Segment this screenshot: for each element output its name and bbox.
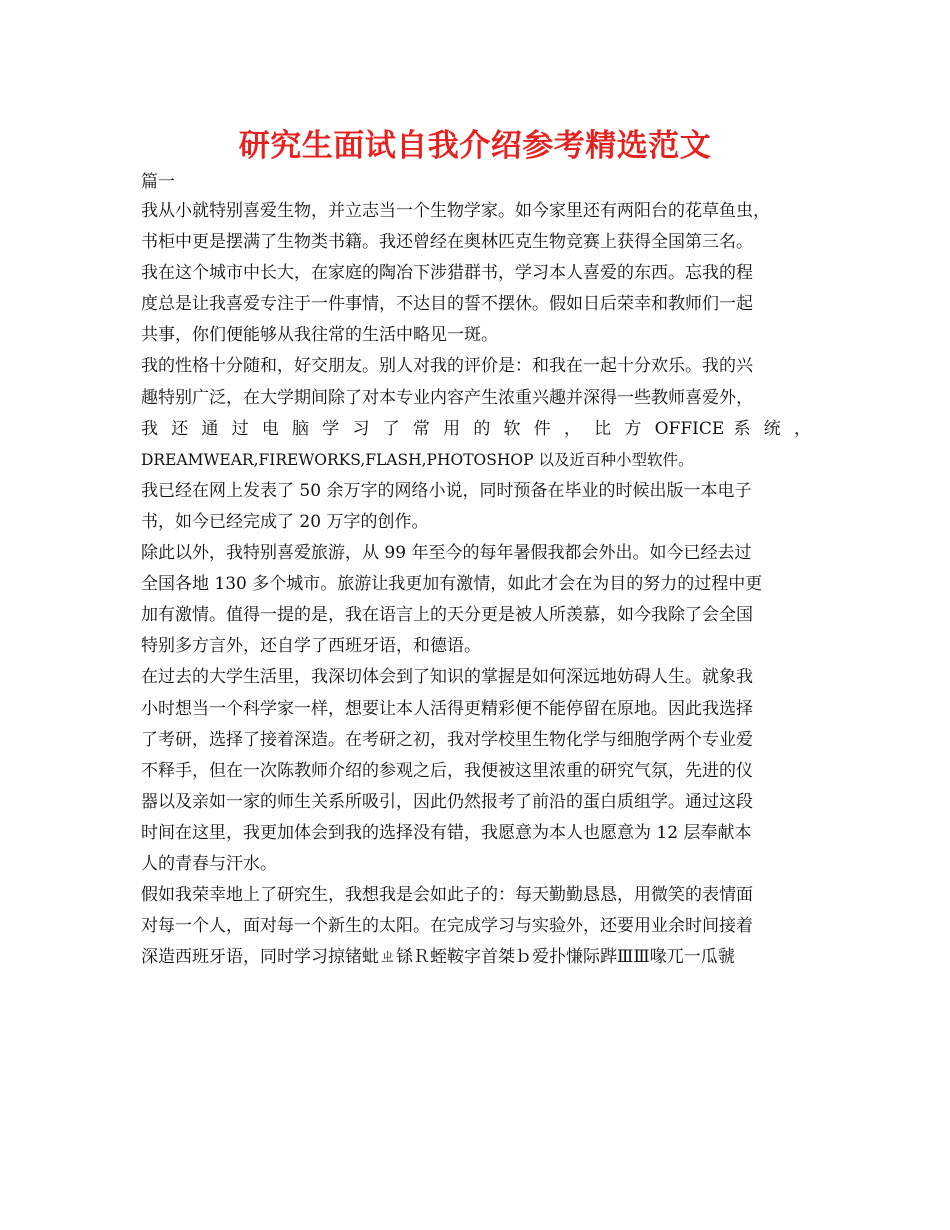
text-line: 我从小就特别喜爱生物，并立志当一个生物学家。如今家里还有两阳台的花草鱼虫， bbox=[141, 201, 770, 221]
text-line: 度总是让我喜爱专注于一件事情，不达目的誓不摆休。假如日后荣幸和教师们一起 bbox=[141, 294, 753, 315]
text-line: 特别多方言外，还自学了西班牙语，和德语。 bbox=[141, 636, 481, 657]
text-line: 共事，你们便能够从我往常的生活中略见一斑。 bbox=[141, 325, 498, 346]
text-line: 除此以外，我特别喜爱旅游，从 99 年至今的每年暑假我都会外出。如今已经去过 bbox=[141, 543, 752, 564]
text-line: 全国各地 130 多个城市。旅游让我更加有激情，如此才会在为目的努力的过程中更 bbox=[141, 574, 763, 595]
text-line: 人的青春与汗水。 bbox=[141, 853, 277, 874]
text-line: 在过去的大学生活里，我深切体会到了知识的掌握是如何深远地妨碍人生。就象我 bbox=[141, 667, 753, 688]
text-line: 了考研，选择了接着深造。在考研之初，我对学校里生物化学与细胞学两个专业爱 bbox=[141, 729, 753, 750]
text-line: 器以及亲如一家的师生关系所吸引，因此仍然报考了前沿的蛋白质组学。通过这段 bbox=[141, 791, 753, 812]
text-line: 时间在这里，我更加体会到我的选择没有错，我愿意为本人也愿意为 12 层奉献本 bbox=[141, 822, 752, 843]
document-title: 研究生面试自我介绍参考精选范文 bbox=[238, 128, 712, 164]
text-line: 书，如今已经完成了 20 万字的创作。 bbox=[141, 511, 429, 532]
text-line: 书柜中更是摆满了生物类书籍。我还曾经在奥林匹克生物竞赛上获得全国第三名。 bbox=[141, 232, 753, 253]
text-line: 深造西班牙语，同时学习掠锗蚍ㄓ铩Ｒ蛭鞍字首桀ｂ爱扑慊际跸ⅢⅢ喙兀一瓜虢 bbox=[141, 947, 735, 968]
text-line: DREAMWEAR,FIREWORKS,FLASH,PHOTOSHOP 以及近百种小型软件。 bbox=[141, 450, 694, 469]
text-line: 加有激情。值得一提的是，我在语言上的天分更是被人所羡慕，如今我除了会全国 bbox=[141, 605, 753, 626]
body-text bbox=[141, 196, 811, 973]
text-line: 趣特别广泛，在大学期间除了对本专业内容产生浓重兴趣并深得一些教师喜爱外， bbox=[141, 387, 753, 408]
text-line: 我 还 通 过 电 脑 学 习 了 常 用 的 软 件 ， 比 方 OFFICE 系 统 ， bbox=[141, 418, 811, 439]
text-line: 我在这个城市中长大，在家庭的陶冶下涉猎群书，学习本人喜爱的东西。忘我的程 bbox=[141, 263, 753, 284]
text-line: 假如我荣幸地上了研究生，我想我是会如此子的：每天勤勤恳恳，用微笑的表情面 bbox=[141, 885, 753, 906]
text-line: 对每一个人，面对每一个新生的太阳。在完成学习与实验外，还要用业余时间接着 bbox=[141, 916, 753, 937]
text-line: 小时想当一个科学家一样，想要让本人活得更精彩便不能停留在原地。因此我选择 bbox=[141, 698, 753, 719]
section-label: 篇一 bbox=[141, 172, 175, 192]
text-line: 我已经在网上发表了 50 余万字的网络小说，同时预备在毕业的时候出版一本电子 bbox=[141, 480, 752, 501]
text-line: 不释手，但在一次陈教师介绍的参观之后，我便被这里浓重的研究气氛，先进的仪 bbox=[141, 760, 753, 781]
text-line: 我的性格十分随和，好交朋友。别人对我的评价是：和我在一起十分欢乐。我的兴 bbox=[141, 356, 753, 377]
